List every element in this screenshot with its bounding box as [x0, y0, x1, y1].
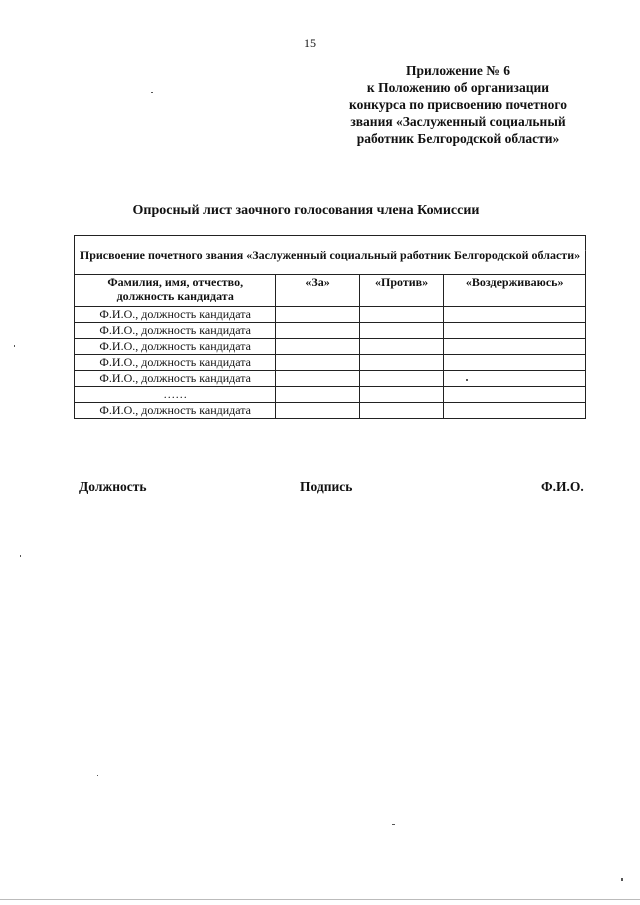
column-for: «За» [276, 275, 359, 307]
column-header-row [75, 275, 586, 307]
candidate-cell: Ф.И.О., должность кандидата [75, 403, 276, 419]
vote-for-cell[interactable] [276, 355, 359, 371]
candidate-cell: Ф.И.О., должность кандидата [75, 355, 276, 371]
full-name-label: Ф.И.О. [541, 479, 584, 494]
vote-abstain-cell[interactable] [444, 387, 586, 403]
position-label: Должность [79, 479, 147, 494]
voting-table [74, 235, 586, 419]
vote-against-cell[interactable] [359, 339, 444, 355]
scan-speck [466, 379, 468, 381]
table-header: Присвоение почетного звания «Заслуженный социальный работник Белгородской области» [75, 236, 586, 275]
appendix-line: работник Белгородской области» [356, 131, 560, 146]
vote-abstain-cell[interactable] [444, 355, 586, 371]
vote-for-cell[interactable] [276, 339, 359, 355]
table-header-row [75, 236, 586, 275]
appendix-line: к Положению об организации [366, 80, 550, 95]
appendix-line: конкурса по присвоению почетного [349, 97, 567, 112]
scan-speck [621, 878, 623, 881]
document-title: Опросный лист заочного голосования члена Комиссии [132, 203, 480, 218]
column-candidate: Фамилия, имя, отчество, должность кандидата [75, 275, 276, 307]
vote-for-cell[interactable] [276, 371, 359, 387]
vote-for-cell[interactable] [276, 307, 359, 323]
appendix-line: звания «Заслуженный социальный [350, 114, 566, 129]
signature-label: Подпись [300, 479, 353, 494]
vote-abstain-cell[interactable] [444, 323, 586, 339]
candidate-cell: Ф.И.О., должность кандидата [75, 307, 276, 323]
scan-speck [97, 775, 98, 776]
scan-line [0, 899, 640, 900]
scan-speck [20, 555, 21, 557]
candidate-cell: Ф.И.О., должность кандидата [75, 323, 276, 339]
table-row [75, 323, 586, 339]
table-row [75, 339, 586, 355]
vote-for-cell[interactable] [276, 323, 359, 339]
table-row [75, 307, 586, 323]
vote-abstain-cell[interactable] [444, 339, 586, 355]
appendix-block [318, 62, 598, 147]
table-row [75, 355, 586, 371]
vote-against-cell[interactable] [359, 323, 444, 339]
table-row [75, 387, 586, 403]
vote-for-cell[interactable] [276, 387, 359, 403]
column-against: «Против» [359, 275, 444, 307]
scan-speck [392, 824, 395, 825]
vote-for-cell[interactable] [276, 403, 359, 419]
candidate-cell: Ф.И.О., должность кандидата [75, 371, 276, 387]
ellipsis-cell: …… [75, 387, 276, 403]
table-row [75, 371, 586, 387]
vote-against-cell[interactable] [359, 403, 444, 419]
page-number: 15 [304, 36, 316, 50]
column-abstain: «Воздерживаюсь» [444, 275, 586, 307]
vote-against-cell[interactable] [359, 307, 444, 323]
table-row [75, 403, 586, 419]
vote-against-cell[interactable] [359, 371, 444, 387]
vote-abstain-cell[interactable] [444, 307, 586, 323]
vote-against-cell[interactable] [359, 355, 444, 371]
vote-against-cell[interactable] [359, 387, 444, 403]
candidate-cell: Ф.И.О., должность кандидата [75, 339, 276, 355]
scan-speck [14, 345, 15, 347]
scan-speck [585, 250, 586, 251]
appendix-line: Приложение № 6 [406, 63, 510, 78]
vote-abstain-cell[interactable] [444, 403, 586, 419]
scan-speck [151, 92, 153, 93]
